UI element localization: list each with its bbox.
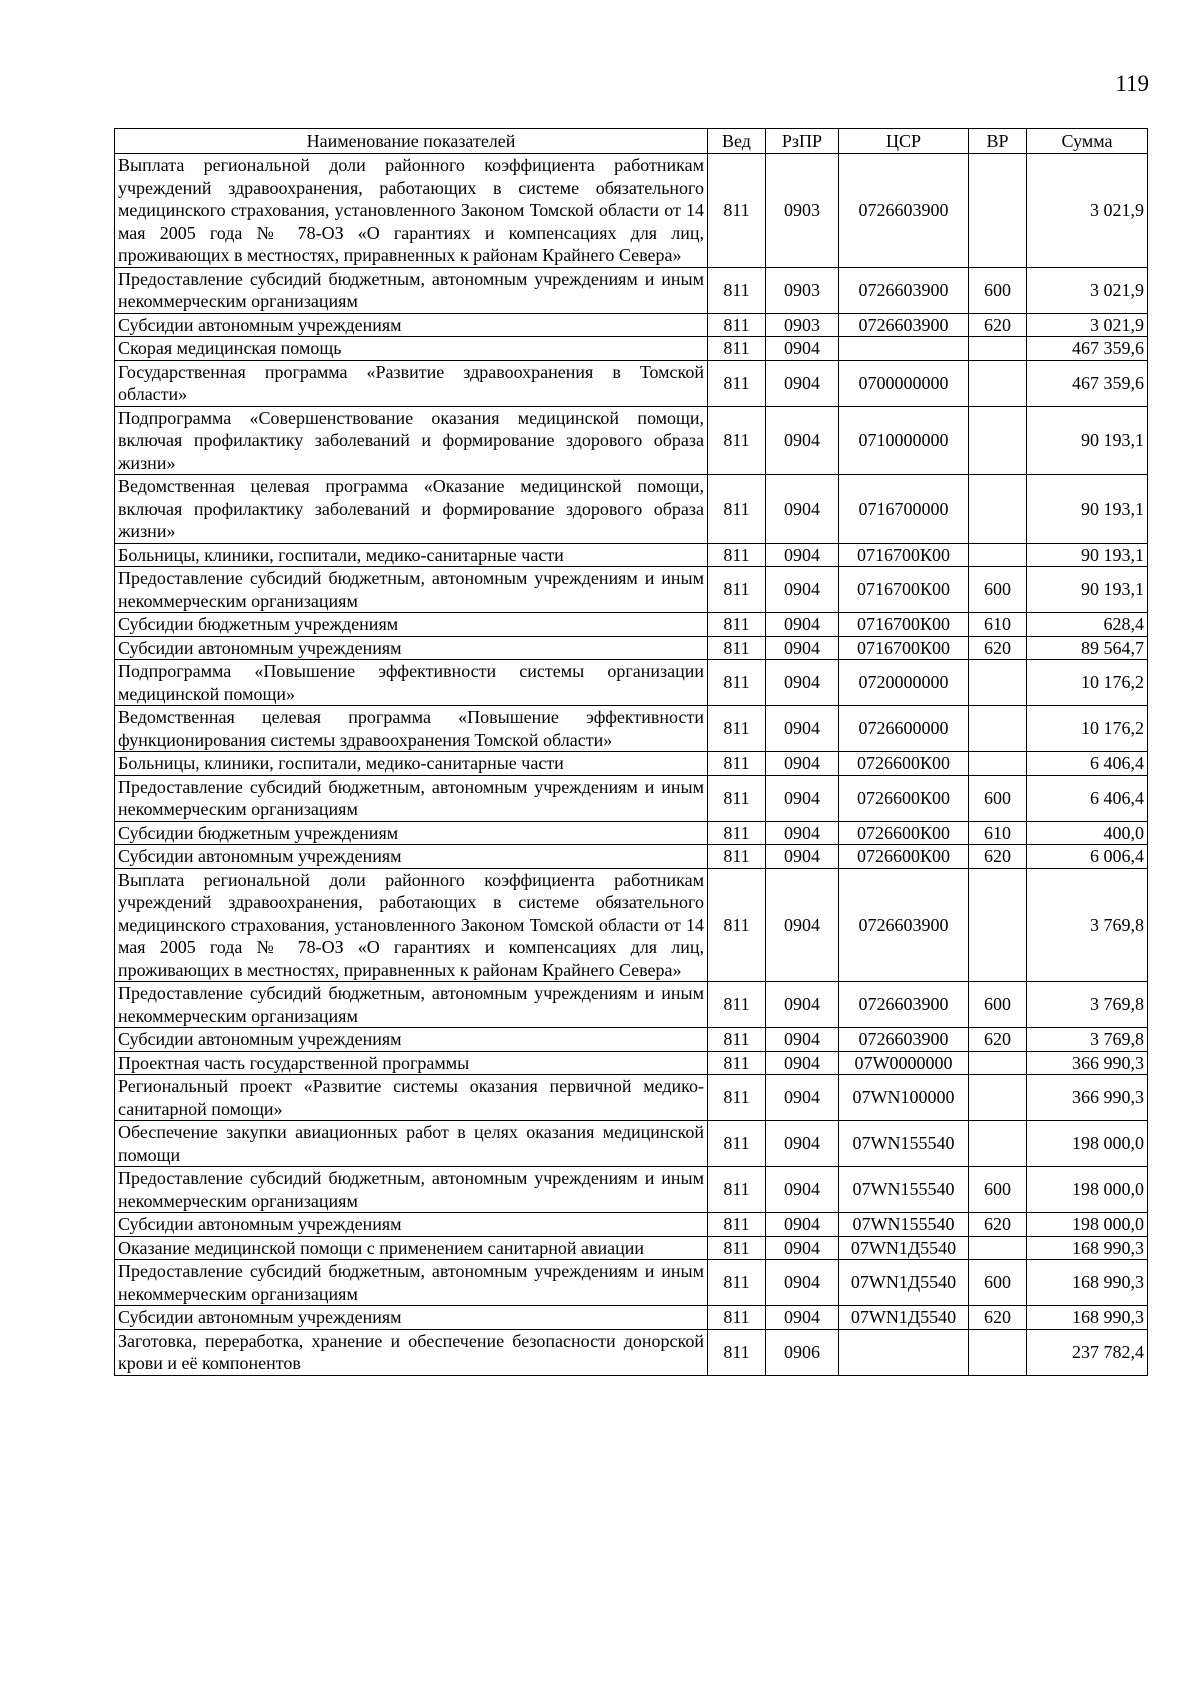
row-rzpr: 0904: [766, 982, 839, 1028]
table-row: [115, 267, 1148, 313]
row-sum: 3 769,8: [1027, 1028, 1148, 1052]
budget-table: [114, 128, 1148, 1376]
row-csr: 07WN1Д5540: [839, 1236, 969, 1260]
row-ved: 811: [708, 1236, 766, 1260]
row-sum: 366 990,3: [1027, 1075, 1148, 1121]
row-sum: 3 769,8: [1027, 868, 1148, 982]
row-sum: 467 359,6: [1027, 360, 1148, 406]
table-row: [115, 1213, 1148, 1237]
row-sum: 198 000,0: [1027, 1121, 1148, 1167]
row-sum: 90 193,1: [1027, 406, 1148, 475]
row-sum: 10 176,2: [1027, 660, 1148, 706]
row-csr: 0726600К00: [839, 821, 969, 845]
table-header-row: [115, 129, 1148, 154]
row-vr: 600: [969, 775, 1027, 821]
table-row: [115, 660, 1148, 706]
row-rzpr: 0904: [766, 1075, 839, 1121]
row-csr: 0716700К00: [839, 567, 969, 613]
row-name: Региональный проект «Развитие системы оказания первичной медико-санитарной помощи»: [115, 1075, 708, 1121]
row-sum: 168 990,3: [1027, 1306, 1148, 1330]
row-csr: 07WN155540: [839, 1167, 969, 1213]
row-rzpr: 0904: [766, 775, 839, 821]
row-name: Субсидии автономным учреждениям: [115, 1306, 708, 1330]
row-csr: 0726600К00: [839, 775, 969, 821]
row-vr: 620: [969, 845, 1027, 869]
row-vr: 600: [969, 1260, 1027, 1306]
row-ved: 811: [708, 613, 766, 637]
row-ved: 811: [708, 660, 766, 706]
row-vr: [969, 660, 1027, 706]
row-sum: 467 359,6: [1027, 337, 1148, 361]
row-vr: [969, 154, 1027, 268]
row-sum: 366 990,3: [1027, 1051, 1148, 1075]
table-row: [115, 406, 1148, 475]
row-ved: 811: [708, 636, 766, 660]
row-name: Предоставление субсидий бюджетным, автономным учреждениям и иным некоммерческим организациям: [115, 1167, 708, 1213]
row-ved: 811: [708, 313, 766, 337]
table-row: [115, 313, 1148, 337]
header-vr: ВР: [969, 129, 1027, 154]
row-sum: 3 021,9: [1027, 267, 1148, 313]
row-ved: 811: [708, 775, 766, 821]
row-rzpr: 0903: [766, 313, 839, 337]
table-row: [115, 1306, 1148, 1330]
row-name: Субсидии автономным учреждениям: [115, 1028, 708, 1052]
row-sum: 168 990,3: [1027, 1236, 1148, 1260]
row-ved: 811: [708, 567, 766, 613]
row-rzpr: 0904: [766, 1306, 839, 1330]
row-rzpr: 0904: [766, 1028, 839, 1052]
row-sum: 6 406,4: [1027, 775, 1148, 821]
row-name: Предоставление субсидий бюджетным, автономным учреждениям и иным некоммерческим организациям: [115, 567, 708, 613]
row-sum: 168 990,3: [1027, 1260, 1148, 1306]
row-name: Предоставление субсидий бюджетным, автономным учреждениям и иным некоммерческим организациям: [115, 1260, 708, 1306]
row-rzpr: 0904: [766, 543, 839, 567]
row-sum: 90 193,1: [1027, 475, 1148, 544]
row-rzpr: 0904: [766, 660, 839, 706]
row-rzpr: 0904: [766, 845, 839, 869]
row-vr: 620: [969, 313, 1027, 337]
table-row: [115, 1167, 1148, 1213]
row-vr: [969, 706, 1027, 752]
row-rzpr: 0903: [766, 267, 839, 313]
row-ved: 811: [708, 154, 766, 268]
row-name: Предоставление субсидий бюджетным, автономным учреждениям и иным некоммерческим организациям: [115, 267, 708, 313]
row-csr: 0726600К00: [839, 752, 969, 776]
table-row: [115, 360, 1148, 406]
row-csr: 07W0000000: [839, 1051, 969, 1075]
row-rzpr: 0904: [766, 360, 839, 406]
table-row: [115, 982, 1148, 1028]
row-sum: 90 193,1: [1027, 543, 1148, 567]
row-name: Субсидии автономным учреждениям: [115, 845, 708, 869]
row-name: Ведомственная целевая программа «Оказание медицинской помощи, включая профилактику заболеваний и формирование здорового образа жизни»: [115, 475, 708, 544]
row-rzpr: 0904: [766, 636, 839, 660]
row-name: Предоставление субсидий бюджетным, автономным учреждениям и иным некоммерческим организациям: [115, 982, 708, 1028]
row-name: Субсидии автономным учреждениям: [115, 313, 708, 337]
table-row: [115, 613, 1148, 637]
header-sum: Сумма: [1027, 129, 1148, 154]
row-vr: 600: [969, 567, 1027, 613]
row-name: Заготовка, переработка, хранение и обеспечение безопасности донорской крови и её компонентов: [115, 1329, 708, 1375]
row-ved: 811: [708, 1213, 766, 1237]
row-name: Предоставление субсидий бюджетным, автономным учреждениям и иным некоммерческим организациям: [115, 775, 708, 821]
table-row: [115, 337, 1148, 361]
row-sum: 237 782,4: [1027, 1329, 1148, 1375]
row-rzpr: 0904: [766, 868, 839, 982]
row-ved: 811: [708, 1167, 766, 1213]
row-name: Подпрограмма «Повышение эффективности системы организации медицинской помощи»: [115, 660, 708, 706]
row-ved: 811: [708, 1260, 766, 1306]
row-csr: 0716700К00: [839, 613, 969, 637]
row-csr: 0720000000: [839, 660, 969, 706]
row-vr: [969, 1329, 1027, 1375]
row-csr: 0716700000: [839, 475, 969, 544]
row-sum: 6 006,4: [1027, 845, 1148, 869]
row-ved: 811: [708, 1306, 766, 1330]
row-rzpr: 0904: [766, 475, 839, 544]
row-sum: 3 769,8: [1027, 982, 1148, 1028]
header-ved: Вед: [708, 129, 766, 154]
row-ved: 811: [708, 821, 766, 845]
row-csr: [839, 337, 969, 361]
row-vr: [969, 475, 1027, 544]
row-csr: 0726600000: [839, 706, 969, 752]
row-vr: [969, 337, 1027, 361]
row-vr: [969, 406, 1027, 475]
row-sum: 89 564,7: [1027, 636, 1148, 660]
row-name: Ведомственная целевая программа «Повышение эффективности функционирования системы здравоохранения Томской области»: [115, 706, 708, 752]
row-csr: 0726603900: [839, 313, 969, 337]
row-vr: 610: [969, 613, 1027, 637]
row-vr: 620: [969, 636, 1027, 660]
row-csr: [839, 1329, 969, 1375]
row-csr: 0726603900: [839, 982, 969, 1028]
row-ved: 811: [708, 1329, 766, 1375]
row-vr: [969, 1075, 1027, 1121]
row-vr: [969, 868, 1027, 982]
row-csr: 07WN1Д5540: [839, 1306, 969, 1330]
row-name: Скорая медицинская помощь: [115, 337, 708, 361]
row-ved: 811: [708, 1075, 766, 1121]
row-vr: 620: [969, 1213, 1027, 1237]
row-ved: 811: [708, 752, 766, 776]
row-rzpr: 0903: [766, 154, 839, 268]
row-csr: 07WN1Д5540: [839, 1260, 969, 1306]
row-name: Проектная часть государственной программы: [115, 1051, 708, 1075]
row-ved: 811: [708, 337, 766, 361]
row-rzpr: 0904: [766, 613, 839, 637]
row-ved: 811: [708, 706, 766, 752]
row-rzpr: 0904: [766, 706, 839, 752]
row-csr: 0710000000: [839, 406, 969, 475]
header-rzpr: РзПР: [766, 129, 839, 154]
row-csr: 07WN155540: [839, 1121, 969, 1167]
table-row: [115, 845, 1148, 869]
row-rzpr: 0904: [766, 1167, 839, 1213]
row-ved: 811: [708, 267, 766, 313]
row-vr: [969, 360, 1027, 406]
row-vr: [969, 752, 1027, 776]
row-ved: 811: [708, 475, 766, 544]
row-sum: 10 176,2: [1027, 706, 1148, 752]
row-vr: 600: [969, 267, 1027, 313]
row-sum: 6 406,4: [1027, 752, 1148, 776]
header-csr: ЦСР: [839, 129, 969, 154]
row-csr: 0726603900: [839, 267, 969, 313]
table-row: [115, 821, 1148, 845]
row-name: Оказание медицинской помощи с применением санитарной авиации: [115, 1236, 708, 1260]
row-rzpr: 0904: [766, 821, 839, 845]
row-vr: 620: [969, 1306, 1027, 1330]
row-sum: 90 193,1: [1027, 567, 1148, 613]
row-rzpr: 0904: [766, 752, 839, 776]
table-row: [115, 567, 1148, 613]
row-ved: 811: [708, 868, 766, 982]
row-name: Обеспечение закупки авиационных работ в целях оказания медицинской помощи: [115, 1121, 708, 1167]
row-vr: [969, 543, 1027, 567]
table-row: [115, 543, 1148, 567]
row-sum: 198 000,0: [1027, 1167, 1148, 1213]
row-rzpr: 0904: [766, 1213, 839, 1237]
table-row: [115, 868, 1148, 982]
row-rzpr: 0904: [766, 1051, 839, 1075]
row-ved: 811: [708, 845, 766, 869]
row-csr: 0726600К00: [839, 845, 969, 869]
table-row: [115, 775, 1148, 821]
table-row: [115, 1028, 1148, 1052]
row-ved: 811: [708, 1121, 766, 1167]
row-csr: 07WN100000: [839, 1075, 969, 1121]
row-rzpr: 0904: [766, 567, 839, 613]
row-rzpr: 0904: [766, 337, 839, 361]
row-sum: 3 021,9: [1027, 313, 1148, 337]
page-number: 119: [1115, 71, 1149, 96]
row-ved: 811: [708, 1028, 766, 1052]
row-vr: [969, 1236, 1027, 1260]
row-csr: 0726603900: [839, 154, 969, 268]
row-vr: 600: [969, 982, 1027, 1028]
table-row: [115, 1260, 1148, 1306]
row-name: Государственная программа «Развитие здравоохранения в Томской области»: [115, 360, 708, 406]
row-name: Субсидии автономным учреждениям: [115, 1213, 708, 1237]
row-name: Больницы, клиники, госпитали, медико-санитарные части: [115, 752, 708, 776]
row-vr: [969, 1121, 1027, 1167]
row-name: Подпрограмма «Совершенствование оказания медицинской помощи, включая профилактику заболеваний и формирование здорового образа жизни»: [115, 406, 708, 475]
row-ved: 811: [708, 406, 766, 475]
row-vr: 600: [969, 1167, 1027, 1213]
table-row: [115, 1121, 1148, 1167]
row-name: Субсидии автономным учреждениям: [115, 636, 708, 660]
row-csr: 0716700К00: [839, 543, 969, 567]
row-ved: 811: [708, 982, 766, 1028]
row-name: Выплата региональной доли районного коэффициента работникам учреждений здравоохранения, работающих в системе обязательного медицинского страхования, установленного Законом Томской области от 14 мая 2005 года № 78-ОЗ «О гарантиях и компенсациях для лиц, проживающих в местностях, приравненных к районам Крайнего Севера»: [115, 868, 708, 982]
row-rzpr: 0904: [766, 406, 839, 475]
row-name: Субсидии бюджетным учреждениям: [115, 821, 708, 845]
table-row: [115, 636, 1148, 660]
table-row: [115, 706, 1148, 752]
row-csr: 0700000000: [839, 360, 969, 406]
row-vr: 610: [969, 821, 1027, 845]
row-sum: 400,0: [1027, 821, 1148, 845]
row-name: Субсидии бюджетным учреждениям: [115, 613, 708, 637]
table-row: [115, 1329, 1148, 1375]
row-csr: 0726603900: [839, 1028, 969, 1052]
row-ved: 811: [708, 1051, 766, 1075]
row-vr: [969, 1051, 1027, 1075]
row-rzpr: 0904: [766, 1236, 839, 1260]
row-csr: 07WN155540: [839, 1213, 969, 1237]
row-rzpr: 0904: [766, 1260, 839, 1306]
row-name: Выплата региональной доли районного коэффициента работникам учреждений здравоохранения, работающих в системе обязательного медицинского страхования, установленного Законом Томской области от 14 мая 2005 года № 78-ОЗ «О гарантиях и компенсациях для лиц, проживающих в местностях, приравненных к районам Крайнего Севера»: [115, 154, 708, 268]
row-vr: 620: [969, 1028, 1027, 1052]
row-csr: 0726603900: [839, 868, 969, 982]
row-csr: 0716700К00: [839, 636, 969, 660]
row-ved: 811: [708, 543, 766, 567]
row-name: Больницы, клиники, госпитали, медико-санитарные части: [115, 543, 708, 567]
table-row: [115, 752, 1148, 776]
row-rzpr: 0904: [766, 1121, 839, 1167]
table-row: [115, 475, 1148, 544]
table-row: [115, 1075, 1148, 1121]
table-row: [115, 1051, 1148, 1075]
row-rzpr: 0906: [766, 1329, 839, 1375]
row-ved: 811: [708, 360, 766, 406]
row-sum: 3 021,9: [1027, 154, 1148, 268]
table-row: [115, 1236, 1148, 1260]
row-sum: 628,4: [1027, 613, 1148, 637]
header-name: Наименование показателей: [115, 129, 708, 154]
table-row: [115, 154, 1148, 268]
row-sum: 198 000,0: [1027, 1213, 1148, 1237]
